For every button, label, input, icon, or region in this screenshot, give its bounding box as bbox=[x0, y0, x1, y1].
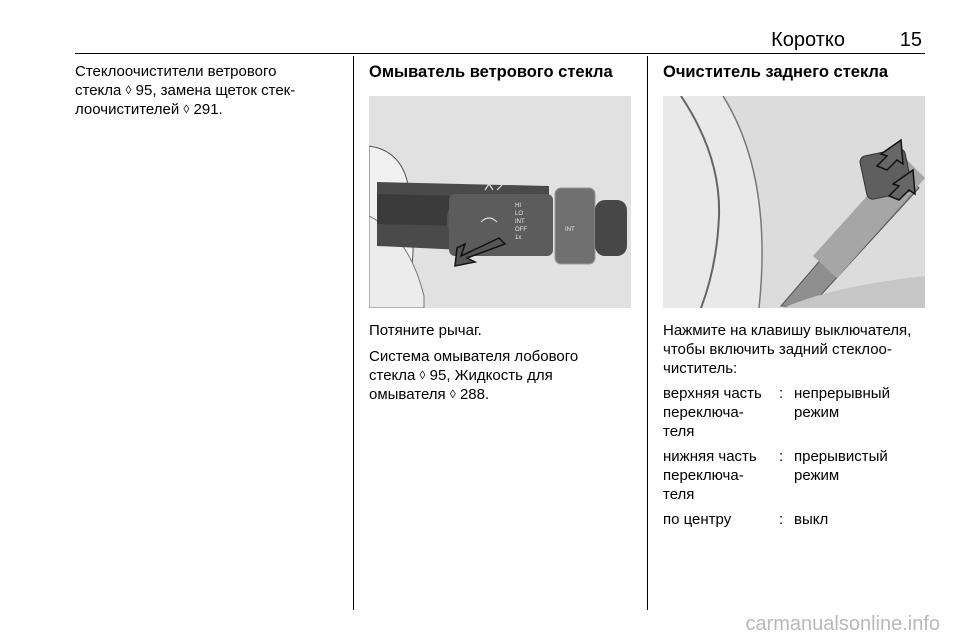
figure-label-int-ring: INT bbox=[565, 227, 575, 233]
left-line-2-text: стекла bbox=[75, 82, 126, 99]
table-definition-line: режим bbox=[794, 467, 840, 484]
figure-label-off: OFF bbox=[515, 227, 527, 233]
column-divider-left bbox=[353, 56, 354, 610]
left-line-3 bbox=[75, 100, 345, 119]
table-term-line: теля bbox=[663, 423, 695, 440]
table-term-line: теля bbox=[663, 486, 695, 503]
switch-positions-table bbox=[663, 384, 933, 535]
middle-ref-line-3-text: омывателя bbox=[369, 386, 450, 403]
table-definition bbox=[794, 384, 933, 441]
middle-column bbox=[369, 62, 639, 404]
table-row bbox=[663, 447, 933, 504]
table-term-line: переключа- bbox=[663, 404, 744, 421]
left-line-3-text-b: 291. bbox=[189, 101, 223, 118]
table-colon: : bbox=[779, 385, 784, 402]
header-rule bbox=[75, 53, 925, 54]
middle-ref-line-3 bbox=[369, 385, 639, 404]
table-colon: : bbox=[779, 448, 784, 465]
table-definition-line: режим bbox=[794, 404, 840, 421]
middle-ref-line-3-text-b: 288. bbox=[455, 386, 490, 403]
rear-wiper-switch-figure bbox=[663, 96, 925, 308]
left-line-2-text-b: 95, замена щеток стек- bbox=[131, 82, 296, 99]
table-term-line: переключа- bbox=[663, 467, 744, 484]
table-definition bbox=[794, 447, 933, 504]
middle-ref-line-1: Система омывателя лобового bbox=[369, 348, 579, 365]
rear-intro-line-1: Нажмите на клавишу выключателя, bbox=[663, 322, 912, 339]
table-colon: : bbox=[779, 511, 784, 528]
table-row bbox=[663, 384, 933, 441]
rear-intro-line-3: чиститель: bbox=[663, 360, 738, 377]
figure-label-lo: LO bbox=[515, 211, 524, 217]
left-line-1: Стеклоочистители ветрового bbox=[75, 63, 277, 80]
page-reference-icon: ◊ bbox=[419, 368, 426, 382]
windshield-washer-heading: Омыватель ветрового стекла bbox=[369, 63, 613, 81]
table-term-line: по центру bbox=[663, 511, 732, 528]
page-reference-icon: ◊ bbox=[125, 83, 132, 97]
table-term bbox=[663, 510, 779, 529]
middle-ref-line-2 bbox=[369, 366, 639, 385]
page-number: 15 bbox=[899, 29, 922, 51]
right-column bbox=[663, 62, 933, 535]
table-definition-line: выкл bbox=[794, 511, 829, 528]
table-term-line: нижняя часть bbox=[663, 448, 757, 465]
rear-wiper-heading: Очиститель заднего стекла bbox=[663, 63, 889, 81]
table-row bbox=[663, 510, 933, 529]
figure-label-1x: 1x bbox=[515, 235, 522, 241]
watermark[interactable]: carmanualsonline.info bbox=[745, 613, 940, 635]
table-term bbox=[663, 384, 779, 441]
figure-label-hi: HI bbox=[515, 203, 521, 209]
left-column bbox=[75, 62, 345, 119]
rear-intro-line-2: чтобы включить задний стеклоо- bbox=[663, 341, 892, 358]
table-definition-line: непрерывный bbox=[794, 385, 890, 402]
page-reference-icon: ◊ bbox=[183, 102, 190, 116]
middle-ref-line-2-text: стекла bbox=[369, 367, 420, 384]
table-definition-line: прерывистый bbox=[794, 448, 888, 465]
figure-label-int: INT bbox=[515, 219, 525, 225]
page-reference-icon: ◊ bbox=[449, 387, 456, 401]
table-term-line: верхняя часть bbox=[663, 385, 762, 402]
washer-lever-figure bbox=[369, 96, 631, 308]
table-term bbox=[663, 447, 779, 504]
left-line-2 bbox=[75, 81, 345, 100]
pull-instruction: Потяните рычаг. bbox=[369, 322, 482, 339]
column-divider-right bbox=[647, 56, 648, 610]
middle-ref-line-2-text-b: 95, Жидкость для bbox=[425, 367, 553, 384]
left-line-3-text: лоочистителей bbox=[75, 101, 184, 118]
section-title: Коротко bbox=[771, 29, 845, 51]
table-definition bbox=[794, 510, 933, 529]
